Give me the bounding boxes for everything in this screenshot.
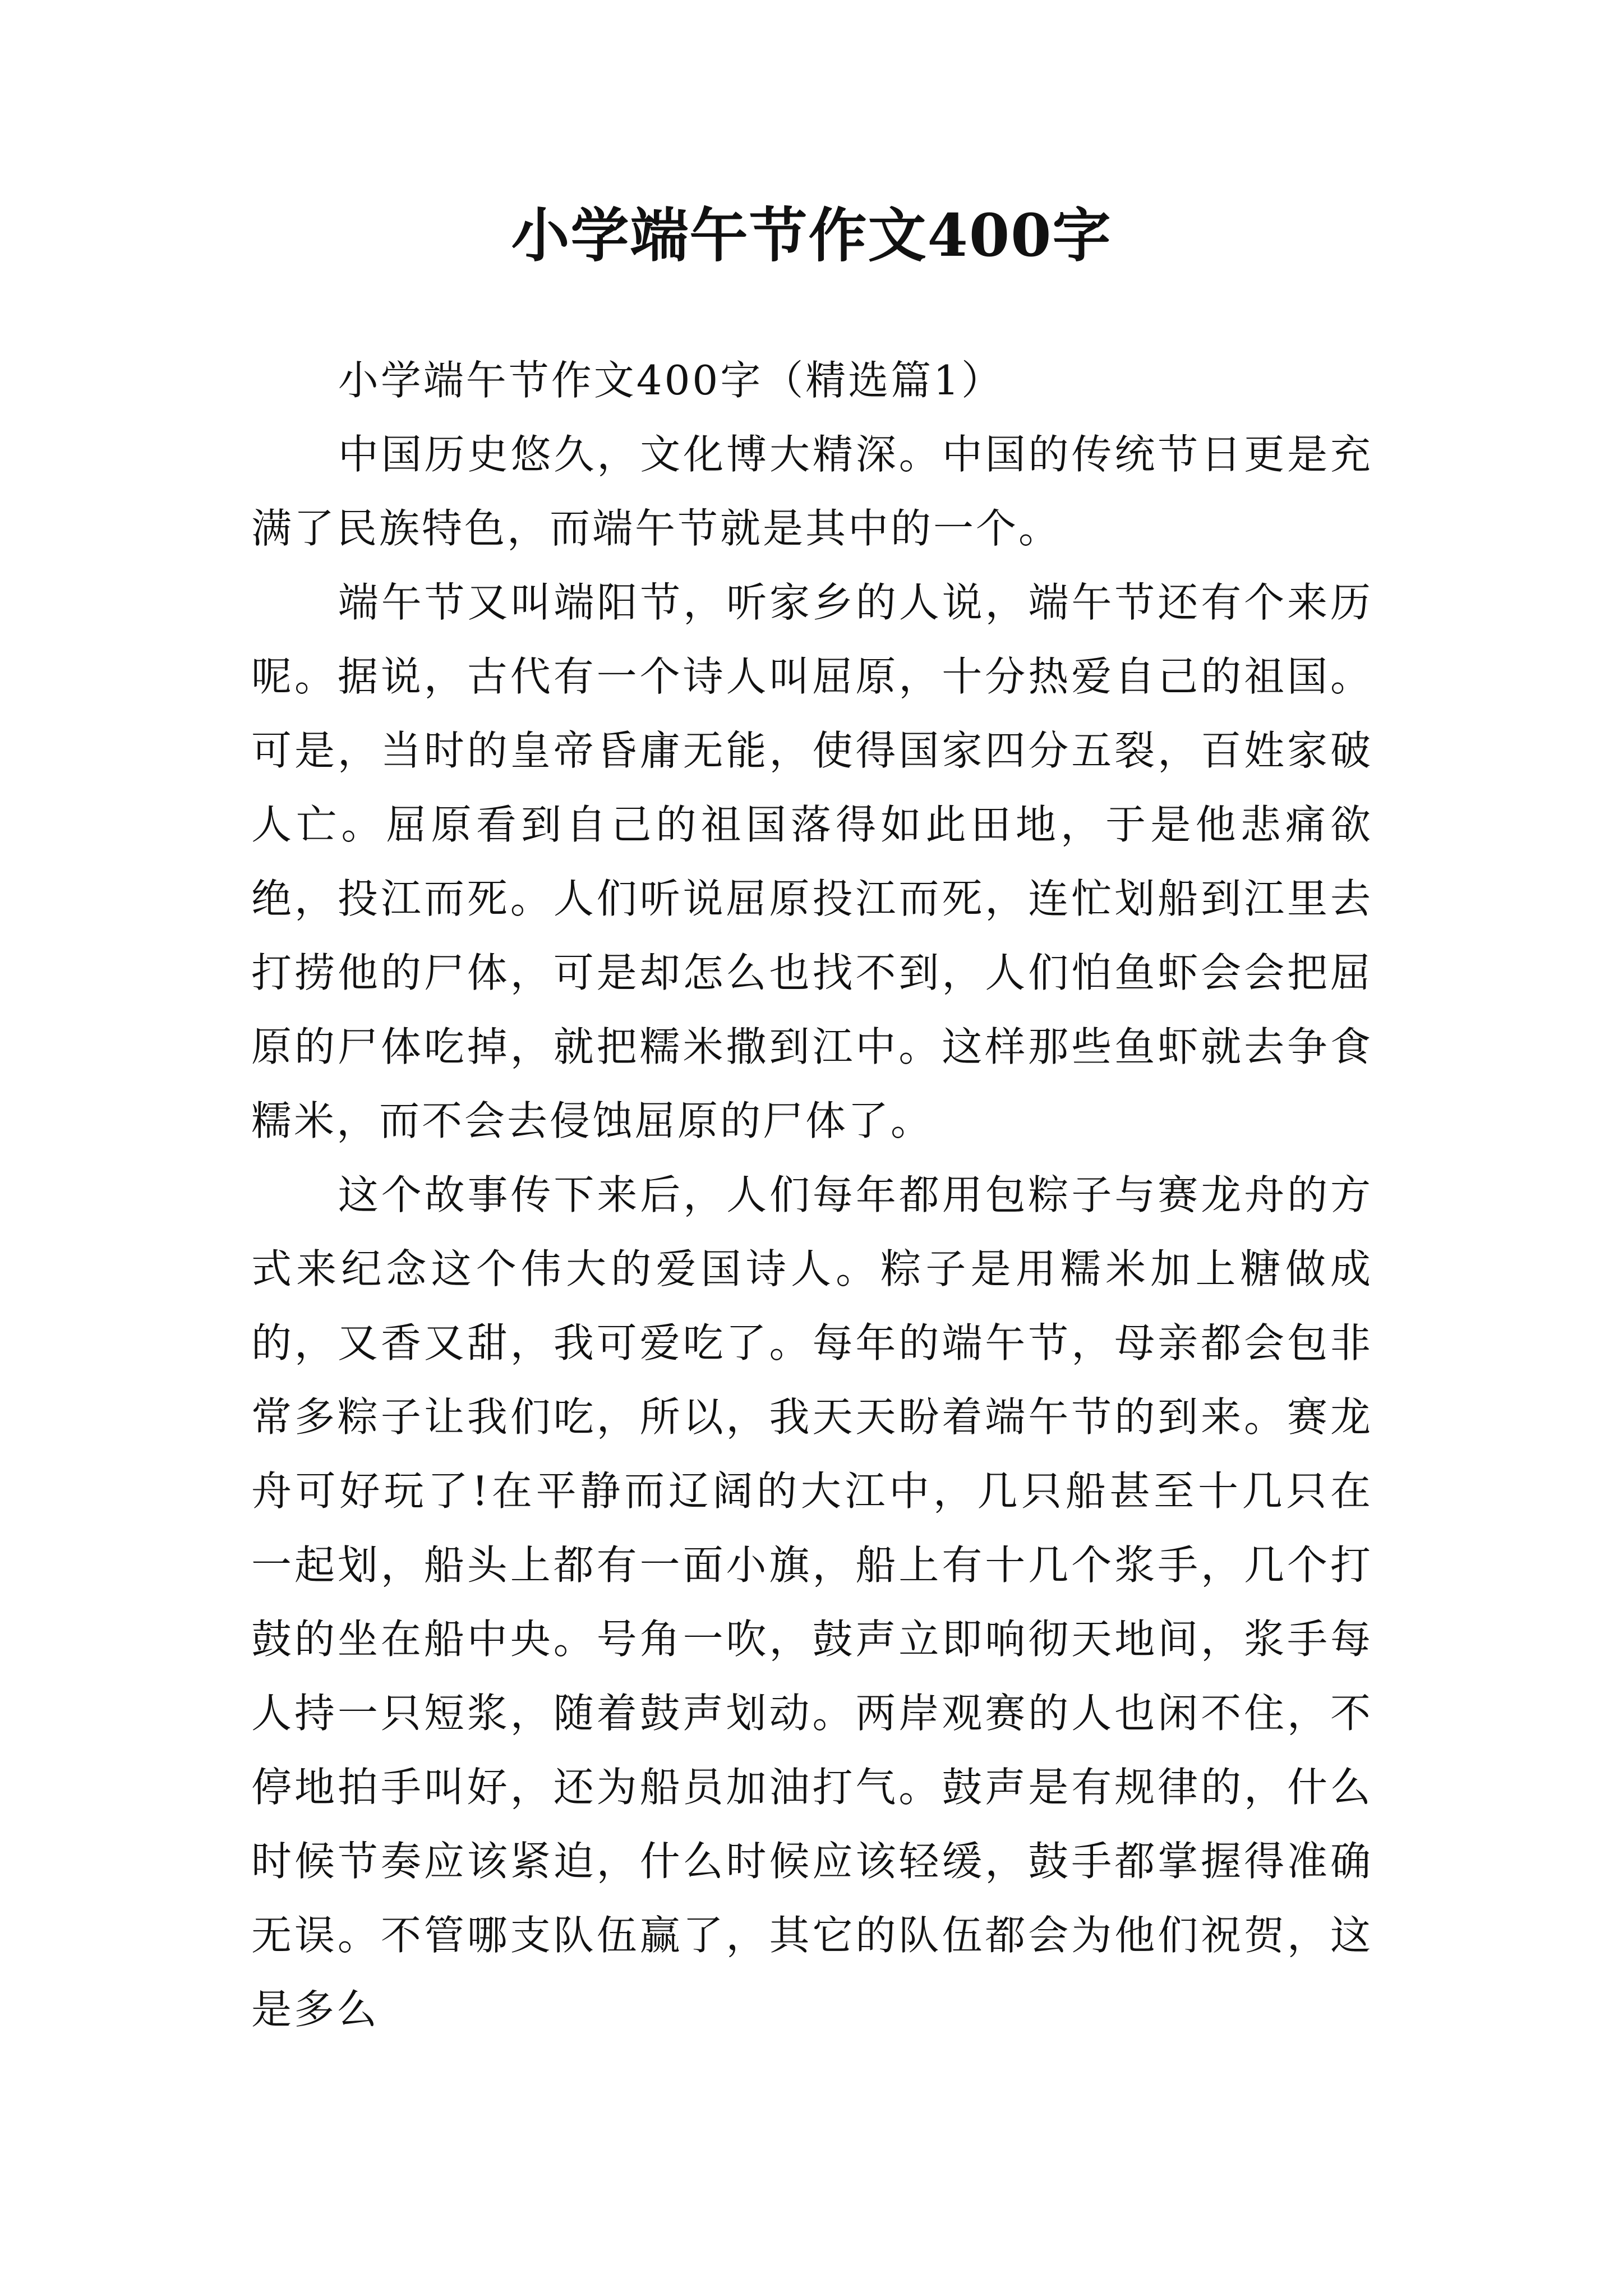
paragraph-intro: 中国历史悠久，文化博大精深。中国的传统节日更是充满了民族特色，而端午节就是其中的一个。 bbox=[251, 431, 1373, 552]
paragraph-origin-story: 端午节又叫端阳节，听家乡的人说，端午节还有个来历呢。据说，古代有一个诗人叫屈原，十分热爱自己的祖国。可是，当时的皇帝昏庸无能，使得国家四分五裂，百姓家破人亡。屈原看到自己的祖国落得如此田地，于是他悲痛欲绝，投江而死。人们听说屈原投江而死，连忙划船到江里去打捞他的尸体，可是却怎么也找不到，人们怕鱼虾会会把屈原的尸体吃掉，就把糯米撒到江中。这样那些鱼虾就去争食糯米，而不会去侵蚀屈原的尸体了。 bbox=[251, 579, 1373, 1144]
document-title: 小学端午节作文400字 bbox=[511, 201, 1112, 270]
document-body bbox=[251, 343, 1373, 2046]
section-heading: 小学端午节作文400字（精选篇1） bbox=[338, 357, 1004, 404]
paragraph-customs: 这个故事传下来后，人们每年都用包粽子与赛龙舟的方式来纪念这个伟大的爱国诗人。粽子是用糯米加上糖做成的，又香又甜，我可爱吃了。每年的端午节，母亲都会包非常多粽子让我们吃，所以，我天天盼着端午节的到来。赛龙舟可好玩了!在平静而辽阔的大江中，几只船甚至十几只在一起划，船头上都有一面小旗，船上有十几个浆手，几个打鼓的坐在船中央。号角一吹，鼓声立即响彻天地间，浆手每人持一只短浆，随着鼓声划动。两岸观赛的人也闲不住，不停地拍手叫好，还为船员加油打气。鼓声是有规律的，什么时候节奏应该紧迫，什么时候应该轻缓，鼓手都掌握得准确无误。不管哪支队伍赢了，其它的队伍都会为他们祝贺，这是多么 bbox=[251, 1171, 1373, 2033]
